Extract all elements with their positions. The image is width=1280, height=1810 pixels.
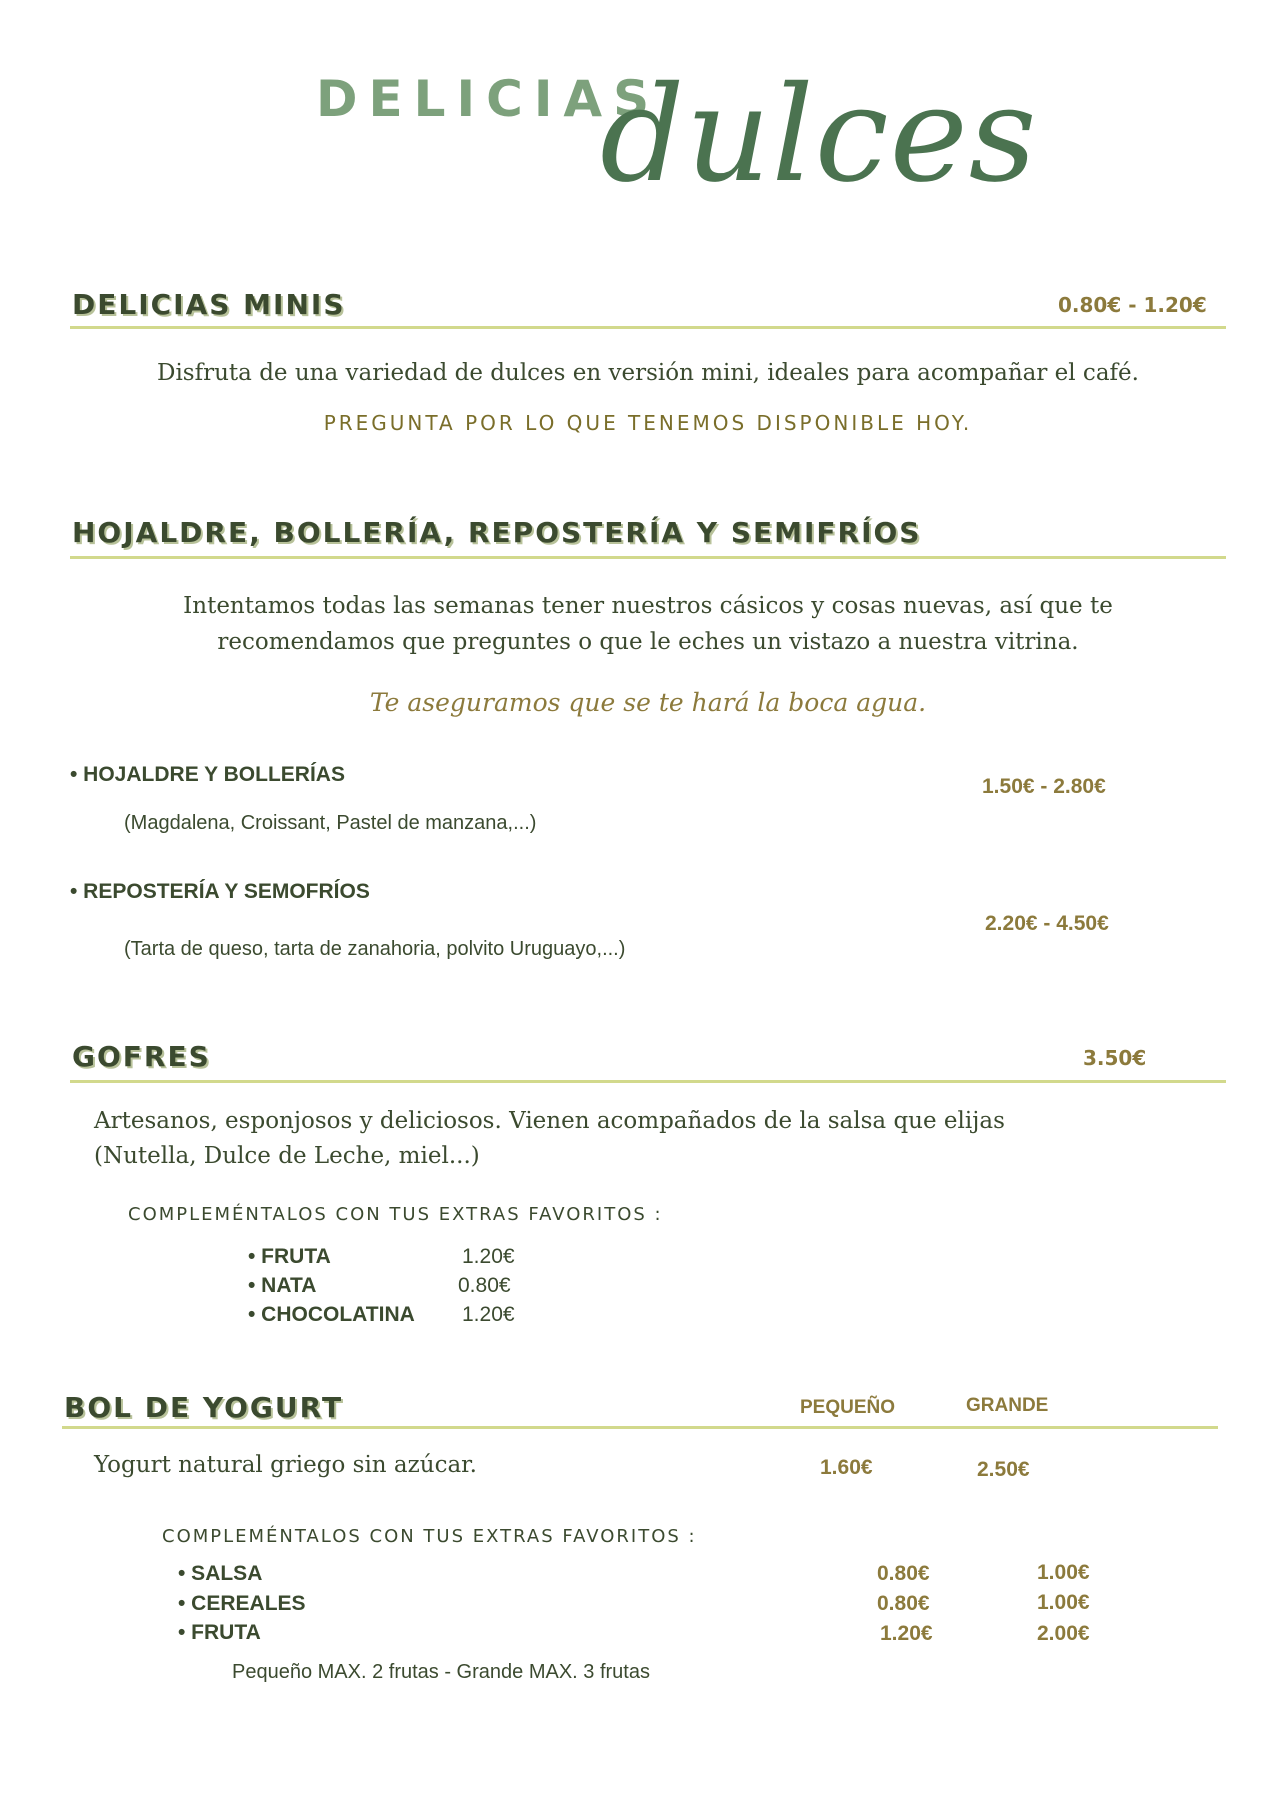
- price-minis: 0.80€ - 1.20€: [1058, 293, 1207, 317]
- section-heading-gofres: GOFRES: [72, 1040, 211, 1073]
- yogurt-extra-salsa-small: 0.80€: [877, 1562, 930, 1585]
- description-bolleria-line1: Intentamos todas las semanas tener nuestros cásicos y cosas nuevas, así que te: [183, 593, 1113, 619]
- price-gofres: 3.50€: [1083, 1046, 1147, 1070]
- divider-bolleria: [70, 556, 1226, 559]
- divider-gofres: [70, 1080, 1226, 1083]
- yogurt-extra-cereales-small: 0.80€: [877, 1592, 930, 1615]
- size-label-large: GRANDE: [966, 1395, 1049, 1416]
- description-gofres-line1: Artesanos, esponjosos y deliciosos. Vienen acompañados de la salsa que elijas: [94, 1108, 1005, 1134]
- gofres-extra-fruta: • FRUTA: [248, 1245, 331, 1268]
- gofres-extra-nata: • NATA: [248, 1274, 317, 1297]
- extras-title-yogurt: COMPLEMÉNTALOS CON TUS EXTRAS FAVORITOS :: [162, 1526, 697, 1547]
- item-reposteria-price: 2.20€ - 4.50€: [985, 912, 1109, 935]
- item-hojaldre-price: 1.50€ - 2.80€: [982, 775, 1106, 798]
- yogurt-extra-fruta-large: 2.00€: [1037, 1622, 1090, 1645]
- yogurt-extra-cereales-large: 1.00€: [1037, 1591, 1090, 1614]
- item-reposteria-detail: (Tarta de queso, tarta de zanahoria, polvito Uruguayo,...): [124, 938, 626, 960]
- yogurt-extra-cereales: • CEREALES: [178, 1592, 306, 1615]
- title-delicias: DELICIAS: [316, 70, 661, 128]
- item-hojaldre-name: • HOJALDRE Y BOLLERÍAS: [70, 763, 345, 786]
- yogurt-footnote: Pequeño MAX. 2 frutas - Grande MAX. 3 frutas: [232, 1661, 650, 1683]
- description-gofres-line2: (Nutella, Dulce de Leche, miel...): [94, 1143, 480, 1169]
- divider-minis: [70, 326, 1226, 329]
- section-heading-bolleria: HOJALDRE, BOLLERÍA, REPOSTERÍA Y SEMIFRÍOS: [72, 516, 922, 549]
- gofres-extra-nata-price: 0.80€: [458, 1274, 511, 1297]
- gofres-extra-chocolatina-price: 1.20€: [462, 1303, 515, 1326]
- tagline-bolleria: Te aseguramos que se te hará la boca agua.: [369, 688, 927, 717]
- item-hojaldre-detail: (Magdalena, Croissant, Pastel de manzana,...): [124, 812, 537, 834]
- price-yogurt-small: 1.60€: [820, 1456, 873, 1479]
- price-yogurt-large: 2.50€: [977, 1458, 1030, 1481]
- description-minis: Disfruta de una variedad de dulces en versión mini, ideales para acompañar el café.: [157, 360, 1139, 386]
- note-minis: PREGUNTA POR LO QUE TENEMOS DISPONIBLE HOY.: [323, 411, 973, 435]
- yogurt-extra-fruta-small: 1.20€: [880, 1622, 933, 1645]
- title-dulces: dulces: [600, 58, 1038, 212]
- item-reposteria-name: • REPOSTERÍA Y SEMOFRÍOS: [70, 880, 370, 903]
- description-bolleria-line2: recomendamos que preguntes o que le eches un vistazo a nuestra vitrina.: [217, 629, 1079, 655]
- size-label-small: PEQUEÑO: [800, 1397, 896, 1418]
- gofres-extra-chocolatina: • CHOCOLATINA: [248, 1303, 415, 1326]
- gofres-extra-fruta-price: 1.20€: [462, 1245, 515, 1268]
- yogurt-extra-salsa: • SALSA: [178, 1562, 263, 1585]
- extras-title-gofres: COMPLEMÉNTALOS CON TUS EXTRAS FAVORITOS :: [128, 1204, 663, 1225]
- section-heading-minis: DELICIAS MINIS: [72, 288, 346, 321]
- section-heading-yogurt: BOL DE YOGURT: [64, 1391, 344, 1424]
- divider-yogurt: [62, 1426, 1218, 1429]
- yogurt-extra-fruta: • FRUTA: [178, 1621, 261, 1644]
- yogurt-extra-salsa-large: 1.00€: [1037, 1561, 1090, 1584]
- description-yogurt: Yogurt natural griego sin azúcar.: [94, 1452, 477, 1478]
